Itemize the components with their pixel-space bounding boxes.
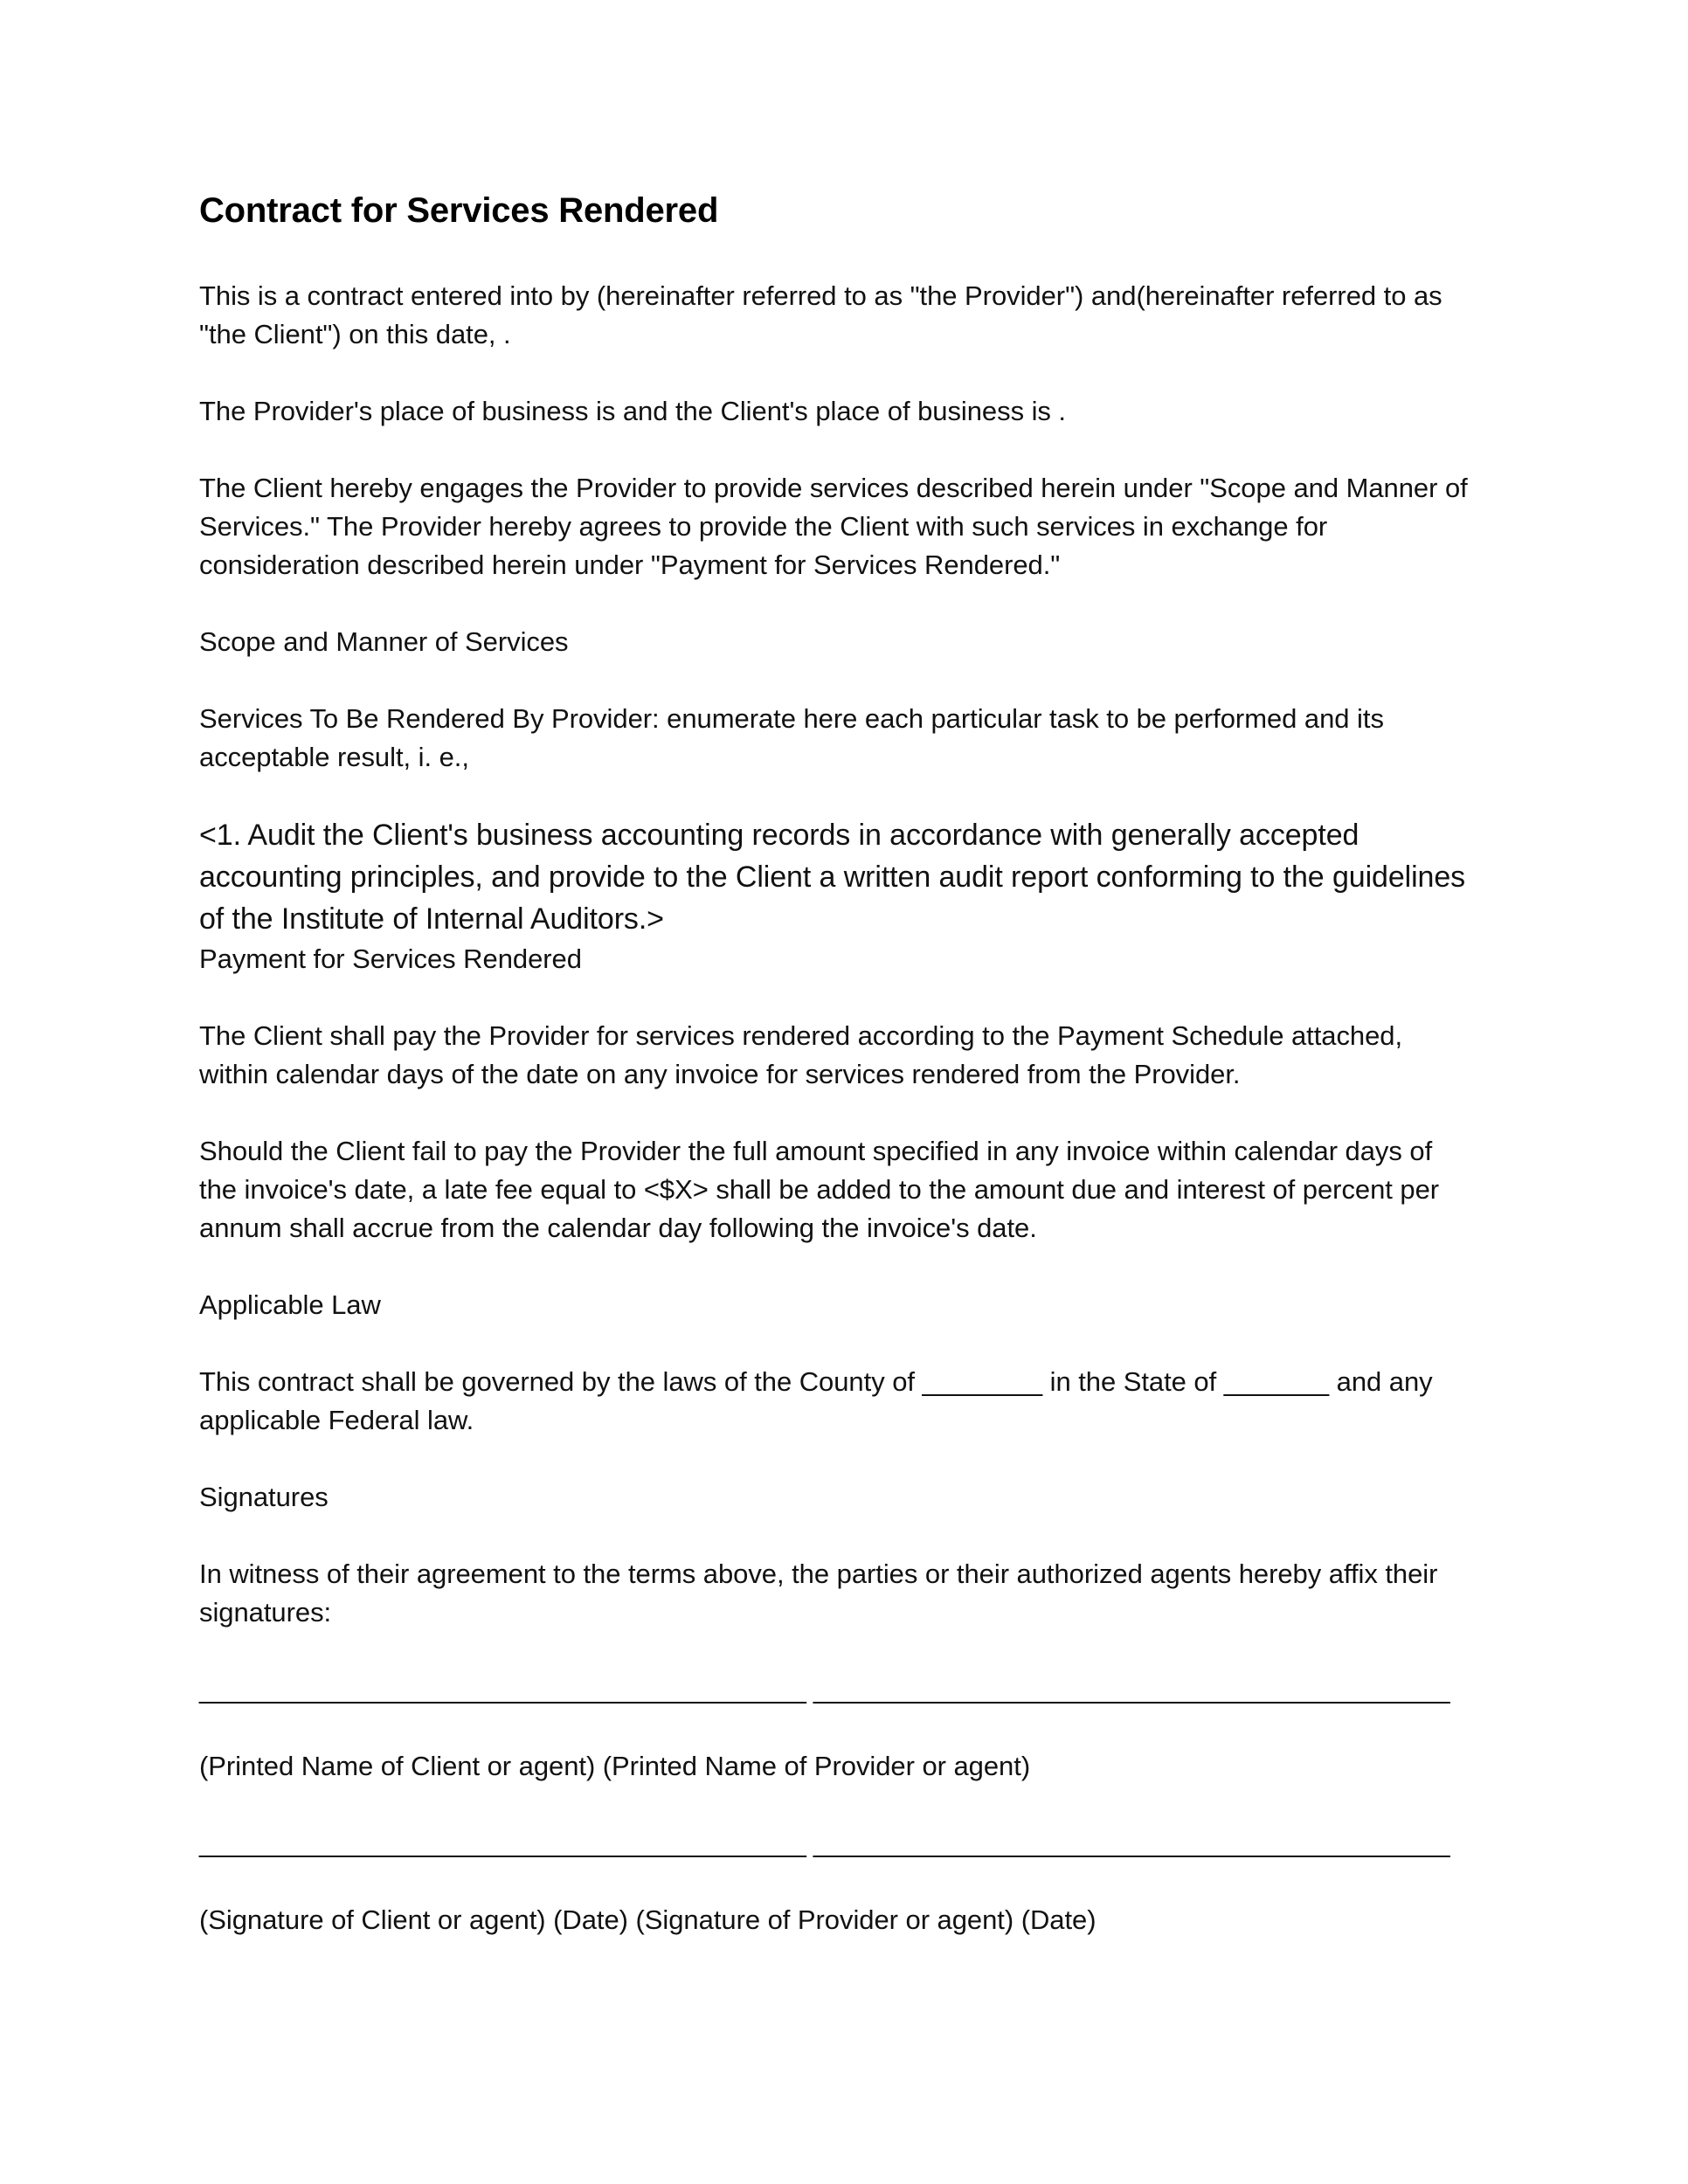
paragraph-governing-law (199, 1363, 1475, 1440)
paragraph-audit-example: <1. Audit the Client's business accounting records in accordance with generally accepted accounting principles, and provide to the Client a written audit report conforming to the guidelines of the Institute of Internal Auditors.> (199, 819, 1466, 936)
paragraph-engagement: The Client hereby engages the Provider to provide services described herein under "Scope and Manner of Services." The Provider hereby agrees to provide the Client with such services in exchange for consideration described herein under "Payment for Services Rendered." (199, 473, 1468, 581)
governing-law-text-after-state: and any applicable Federal law. (199, 1366, 1433, 1436)
county-blank-field[interactable]: ________ (922, 1366, 1043, 1398)
section-heading-payment-for-services-rendered: Payment for Services Rendered (199, 943, 582, 975)
signature-rule-printed-names[interactable]: _________________________________________ ___________________________________________ (199, 1674, 1450, 1705)
paragraph-intro: This is a contract entered into by (hereinafter referred to as "the Provider") and(hereinafter referred to as "the Client") on this date, . (199, 280, 1442, 350)
paragraph-late-fee: Should the Client fail to pay the Provider the full amount specified in any invoice within calendar days of the invoice's date, a late fee equal to <$X> shall be added to the amount due and interest of percent per annum shall accrue from the calendar day following the invoice's date. (199, 1136, 1440, 1244)
section-heading-signatures: Signatures (199, 1482, 329, 1513)
paragraph-witness: In witness of their agreement to the terms above, the parties or their authorized agents hereby affix their signatures: (199, 1559, 1438, 1628)
paragraph-payment-terms: The Client shall pay the Provider for services rendered according to the Payment Schedule attached, within calendar days of the date on any invoice for services rendered from the Provider. (199, 1020, 1403, 1090)
page-title: Contract for Services Rendered (199, 191, 719, 230)
paragraph-places-of-business: The Provider's place of business is and the Client's place of business is . (199, 396, 1066, 427)
governing-law-text-before-county: This contract shall be governed by the laws of the County of (199, 1366, 923, 1398)
caption-signatures: (Signature of Client or agent) (Date) (Signature of Provider or agent) (Date) (199, 1904, 1097, 1936)
document-body (199, 190, 1475, 1978)
section-heading-scope-and-manner-of-services: Scope and Manner of Services (199, 626, 569, 658)
paragraph-services-to-be-rendered: Services To Be Rendered By Provider: enumerate here each particular task to be performed and its acceptable result, i. e., (199, 703, 1384, 773)
section-heading-applicable-law: Applicable Law (199, 1289, 381, 1321)
caption-printed-names: (Printed Name of Client or agent) (Printed Name of Provider or agent) (199, 1751, 1031, 1782)
state-blank-field[interactable]: _______ (1223, 1366, 1330, 1398)
signature-rule-signatures[interactable]: _________________________________________ ___________________________________________ (199, 1828, 1450, 1859)
governing-law-text-before-state: in the State of (1042, 1366, 1224, 1398)
